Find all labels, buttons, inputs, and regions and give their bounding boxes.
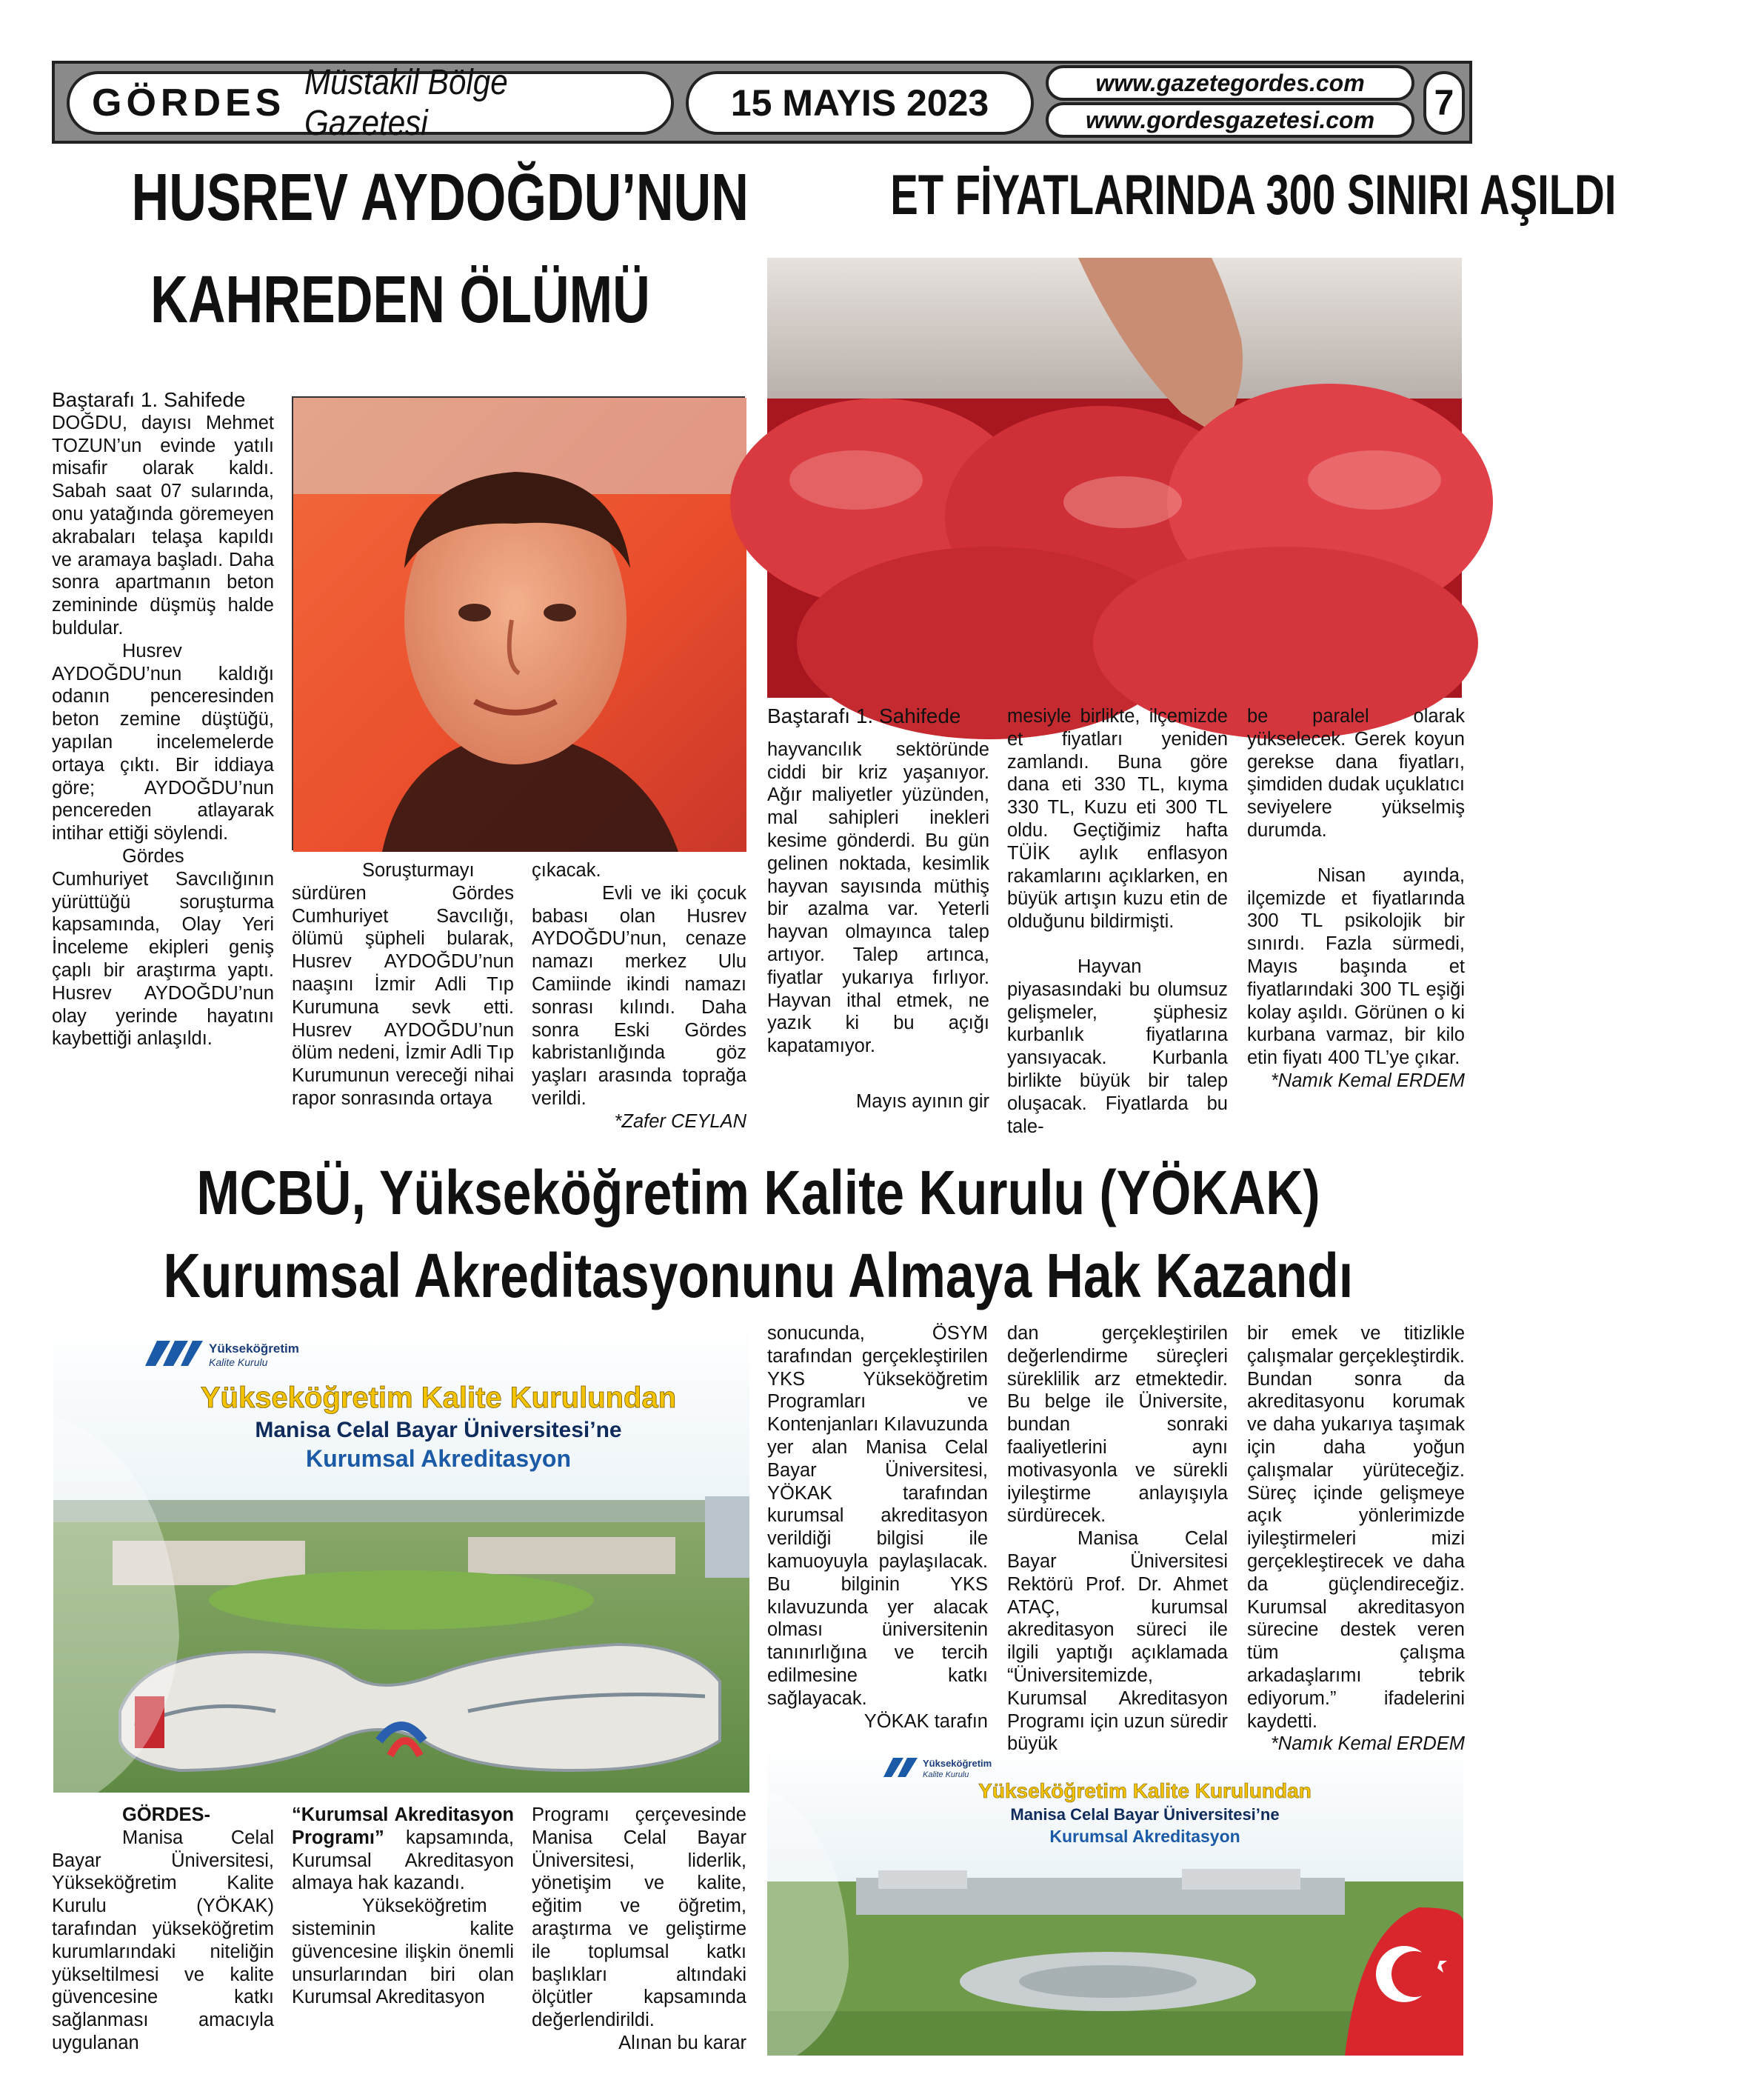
article1-paragraph: Gördes Cumhuriyet Savcılığının yürüttüğü soruşturma kapsamında, Olay Yeri İnceleme ekipleri geniş çaplı bir araştırma yaptı. Husrev AYDOĞDU’nun olay yerinde hayatını kaybettiği anlaşıldı.: [52, 845, 274, 1050]
banner-line3: Kurumsal Akreditasyon: [305, 1445, 572, 1472]
campus-banner-small: [767, 1744, 1463, 2056]
article3-paragraph: sonucunda, ÖSYM tarafından gerçekleştirilen YKS Yükseköğretim Programları ve Kontenjanları Kılavuzunda yer alan Manisa Celal Bayar Üniversitesi, YÖKAK tarafından kurumsal akreditasyon verildiği bilgisi ile kamuoyuyla paylaşılacak. Bu bilginin YKS kılavuzunda yer alacak olması üniversitenin tanınırlığına ve tercih edilmesine katkı sağlayacak.: [767, 1323, 988, 1709]
article2-paragraph: mesiyle birlikte, ilçemizde et fiyatları yeniden zamlandı. Buna göre dana eti 330 TL, kıyma 330 TL, Kuzu eti 300 TL oldu. Geçtiğimiz hafta TÜİK aylık enflasyon rakamlarını açıklarken, en büyük artışın kuzu etin de olduğunu bildirmişti.: [1007, 706, 1228, 933]
banner-line2: Manisa Celal Bayar Üniversitesi’ne: [255, 1418, 622, 1442]
article1-paragraph: DOĞDU, dayısı Mehmet TOZUN’un evinde yatılı misafir olarak kaldı. Sabah saat 07 sularında, onu yatağında göremeyen akrabaları telaşa kapıldı ve aramaya başladı. Daha sonra apartmanın beton zemininde düşmüş halde buldular.: [52, 412, 274, 639]
article3-left-column2: [292, 1804, 514, 2009]
article3-right-column1: [767, 1322, 988, 1733]
campus-image-small: [767, 1744, 1463, 2056]
article3-signature: *Namık Kemal ERDEM: [1270, 1733, 1465, 1755]
article2-paragraph: Hayvan piyasasındaki bu olumsuz gelişmeler, şüphesiz kurbanlık fiyatlarına yansıyacak. Kurbanla birlikte büyük bir talep oluşacak. Fiyatlarda bu tale-: [1007, 956, 1228, 1137]
article3-paragraph: bir emek ve titizlikle çalışmalar gerçekleştirdik. Bundan sonra da akreditasyonu korumak ve daha yukarıya taşımak için daha yoğun çalışmalar yürüteceğiz. Süreç içinde gelişmeye açık yönlerimizde iyileştirmeleri mizi gerçekleştirecek ve daha da güçlendireceğiz. Kurumsal akreditasyon sürecine destek veren tüm çalışma arkadaşlarımı tebrik ediyorum.” ifadelerini kaydetti.: [1247, 1323, 1465, 1732]
article3-paragraph: dan gerçekleştirilen değerlendirme süreçleri süreklilik arz etmektedir. Bu belge ile Üniversite, bundan sonraki faaliyetlerini aynı motivasyonla ve sürekli iyileştirme anlayışıyla sürdürecek.: [1007, 1323, 1228, 1527]
article2-paragraph: Nisan ayında, ilçemizde et fiyatlarında 300 TL psikolojik bir sınırdı. Fazla sürmedi, Mayıs başında et fiyatlarındaki 300 TL eşiği kolay aşıldı. Görünen o ki kurbana varmaz, bir kilo etin fiyatı 400 TL’ye çıkar.: [1247, 864, 1465, 1069]
article2-paragraph: hayvancılık sektöründe ciddi bir kriz yaşanıyor. Ağır maliyetler yüzünden, mal sahipleri inekleri kesime gönderdi. Bu gün gelinen noktada, kesimlik hayvan sayısında müthiş bir azalma var. Yeterli hayvan olmayınca talep artıyor. Talep artınca, fiyatlar yukarıya fırlıyor. Hayvan ithal etmek, ne yazık ki bu açığı kapatamıyor.: [767, 739, 989, 1057]
article3-paragraph: Manisa Celal Bayar Üniversitesi Rektörü Prof. Dr. Ahmet ATAÇ, kurumsal akreditasyon süreci ile ilgili yaptığı açıklamada “Üniversitemizde, Kurumsal Akreditasyon Programı için uzun süredir büyük: [1007, 1528, 1228, 1755]
page-number: 7: [1423, 71, 1465, 135]
article3-headline-line1: MCBÜ, Yükseköğretim Kalite Kurulu (YÖKAK): [196, 1158, 1320, 1227]
article3-paragraph: “Kurumsal Akreditasyon Programı” kapsamında, Kurumsal Akreditasyon almaya hak kazandı.: [292, 1804, 514, 1894]
article3-paragraph: Alınan bu karar: [618, 2032, 746, 2053]
article1-paragraph: Husrev AYDOĞDU’nun kaldığı odanın penceresinden beton zemine düştüğü, yapılan incelemelerde ortaya çıktı. Bir iddiaya göre; AYDOĞDU’nun pencereden atlayarak intihar ettiği söylendi.: [52, 640, 274, 844]
article2-column1: [767, 705, 989, 1113]
article3-dateline: GÖRDES-: [122, 1804, 211, 1825]
banner-small-line3: Kurumsal Akreditasyon: [1049, 1827, 1240, 1846]
article1-column1: [52, 389, 274, 1050]
portrait-photo: [292, 396, 745, 850]
article2-column3: [1247, 705, 1465, 1093]
article3-left-column3: [532, 1804, 746, 2055]
article3-right-column3: [1247, 1322, 1465, 1756]
website-url-1[interactable]: www.gazetegordes.com: [1046, 65, 1414, 101]
article1-jump-label: Baştarafı 1. Sahifede: [52, 388, 246, 411]
article2-column2: [1007, 705, 1228, 1138]
banner-small-line1: Yükseköğretim Kalite Kurulundan: [978, 1779, 1312, 1802]
article1-signature: *Zafer CEYLAN: [614, 1110, 746, 1132]
campus-banner-large: [53, 1326, 749, 1793]
article1-headline-line2: KAHREDEN ÖLÜMÜ: [150, 263, 650, 337]
article1-paragraph: Evli ve iki çocuk babası olan Husrev AYDOĞDU’nun, cenaze namazı merkez Ulu Camiinde ikindi namazı sonrası kılındı. Daha sonra Eski Gördes kabristanlığında göz yaşları arasında toprağa verildi.: [532, 882, 746, 1109]
article2-paragraph: Mayıs ayının gir: [856, 1090, 989, 1112]
masthead-name-box: [67, 63, 674, 143]
banner-logo-text1: Yükseköğretim: [209, 1341, 299, 1356]
program-name: “Kurumsal Akreditasyon Programı”: [292, 1804, 514, 1848]
article3-paragraph: YÖKAK tarafın: [863, 1710, 988, 1732]
article1-headline-line1: HUSREV AYDOĞDU’NUN: [131, 161, 749, 235]
article3-right-column2: [1007, 1322, 1228, 1756]
article3-paragraph: Manisa Celal Bayar Üniversitesi, Yükseköğretim Kalite Kurulu (YÖKAK) tarafından yükseköğretim kurumlarındaki niteliğin yükseltilmesi ve kalite güvencesine katkı sağlanması amacıyla uygulanan: [52, 1827, 274, 2053]
banner-small-line2: Manisa Celal Bayar Üniversitesi’ne: [1010, 1805, 1280, 1824]
article2-jump-label: Baştarafı 1. Sahifede: [767, 704, 961, 727]
newspaper-subtitle: Müstakil Bölge Gazetesi: [304, 63, 509, 143]
svg-text:Kalite Kurulu: Kalite Kurulu: [923, 1770, 969, 1779]
portrait-image: [293, 398, 746, 852]
article1-paragraph: çıkacak.: [532, 860, 601, 881]
newspaper-brand: GÖRDES: [92, 81, 286, 124]
article3-paragraph: Programı çerçevesinde Manisa Celal Bayar Üniversitesi, liderlik, yönetişim ve kalite, eğitim ve öğretim, araştırma ve geliştirme ile toplumsal katkı başlıkları altındaki ölçütler kapsamında değerlendirildi.: [532, 1804, 746, 2031]
article1-paragraph: Soruşturmayı sürdüren Gördes Cumhuriyet Savcılığı, ölümü şüpheli bularak, Husrev AYDOĞDU’nun naaşını İzmir Adli Tıp Kurumuna sevk etti. Husrev AYDOĞDU’nun ölüm nedeni, İzmir Adli Tıp Kurumunun vereceği nihai rapor sonrasında ortaya: [292, 860, 514, 1109]
article2-paragraph: be paralel olarak yükselecek. Gerek koyun gerekse dana fiyatları, şimdiden dudak uçuklatıcı seviyelere yükselmiş durumda.: [1247, 706, 1465, 841]
article3-headline-line2: Kurumsal Akreditasyonunu Almaya Hak Kazandı: [163, 1241, 1354, 1310]
campus-image-large: [53, 1326, 749, 1793]
article3-left-column1: [52, 1804, 274, 2055]
svg-text:Yükseköğretim: Yükseköğretim: [923, 1758, 992, 1769]
article2-headline: ET FİYATLARINDA 300 SINIRI AŞILDI: [890, 164, 1617, 227]
issue-date: 15 MAYIS 2023: [686, 71, 1034, 135]
article1-column3: [532, 859, 746, 1133]
article3-paragraph: Yükseköğretim sisteminin kalite güvencesine ilişkin önemli unsurlarından biri olan Kurumsal Akreditasyon: [292, 1896, 514, 2008]
masthead: [52, 61, 1472, 144]
article2-signature: *Namık Kemal ERDEM: [1270, 1070, 1465, 1091]
article1-column2: [292, 859, 514, 1110]
website-url-2[interactable]: www.gordesgazetesi.com: [1046, 102, 1414, 138]
meat-image: [767, 258, 1462, 698]
banner-logo-text2: Kalite Kurulu: [209, 1356, 268, 1368]
meat-photo: [767, 258, 1462, 698]
banner-line1: Yükseköğretim Kalite Kurulundan: [200, 1381, 677, 1414]
